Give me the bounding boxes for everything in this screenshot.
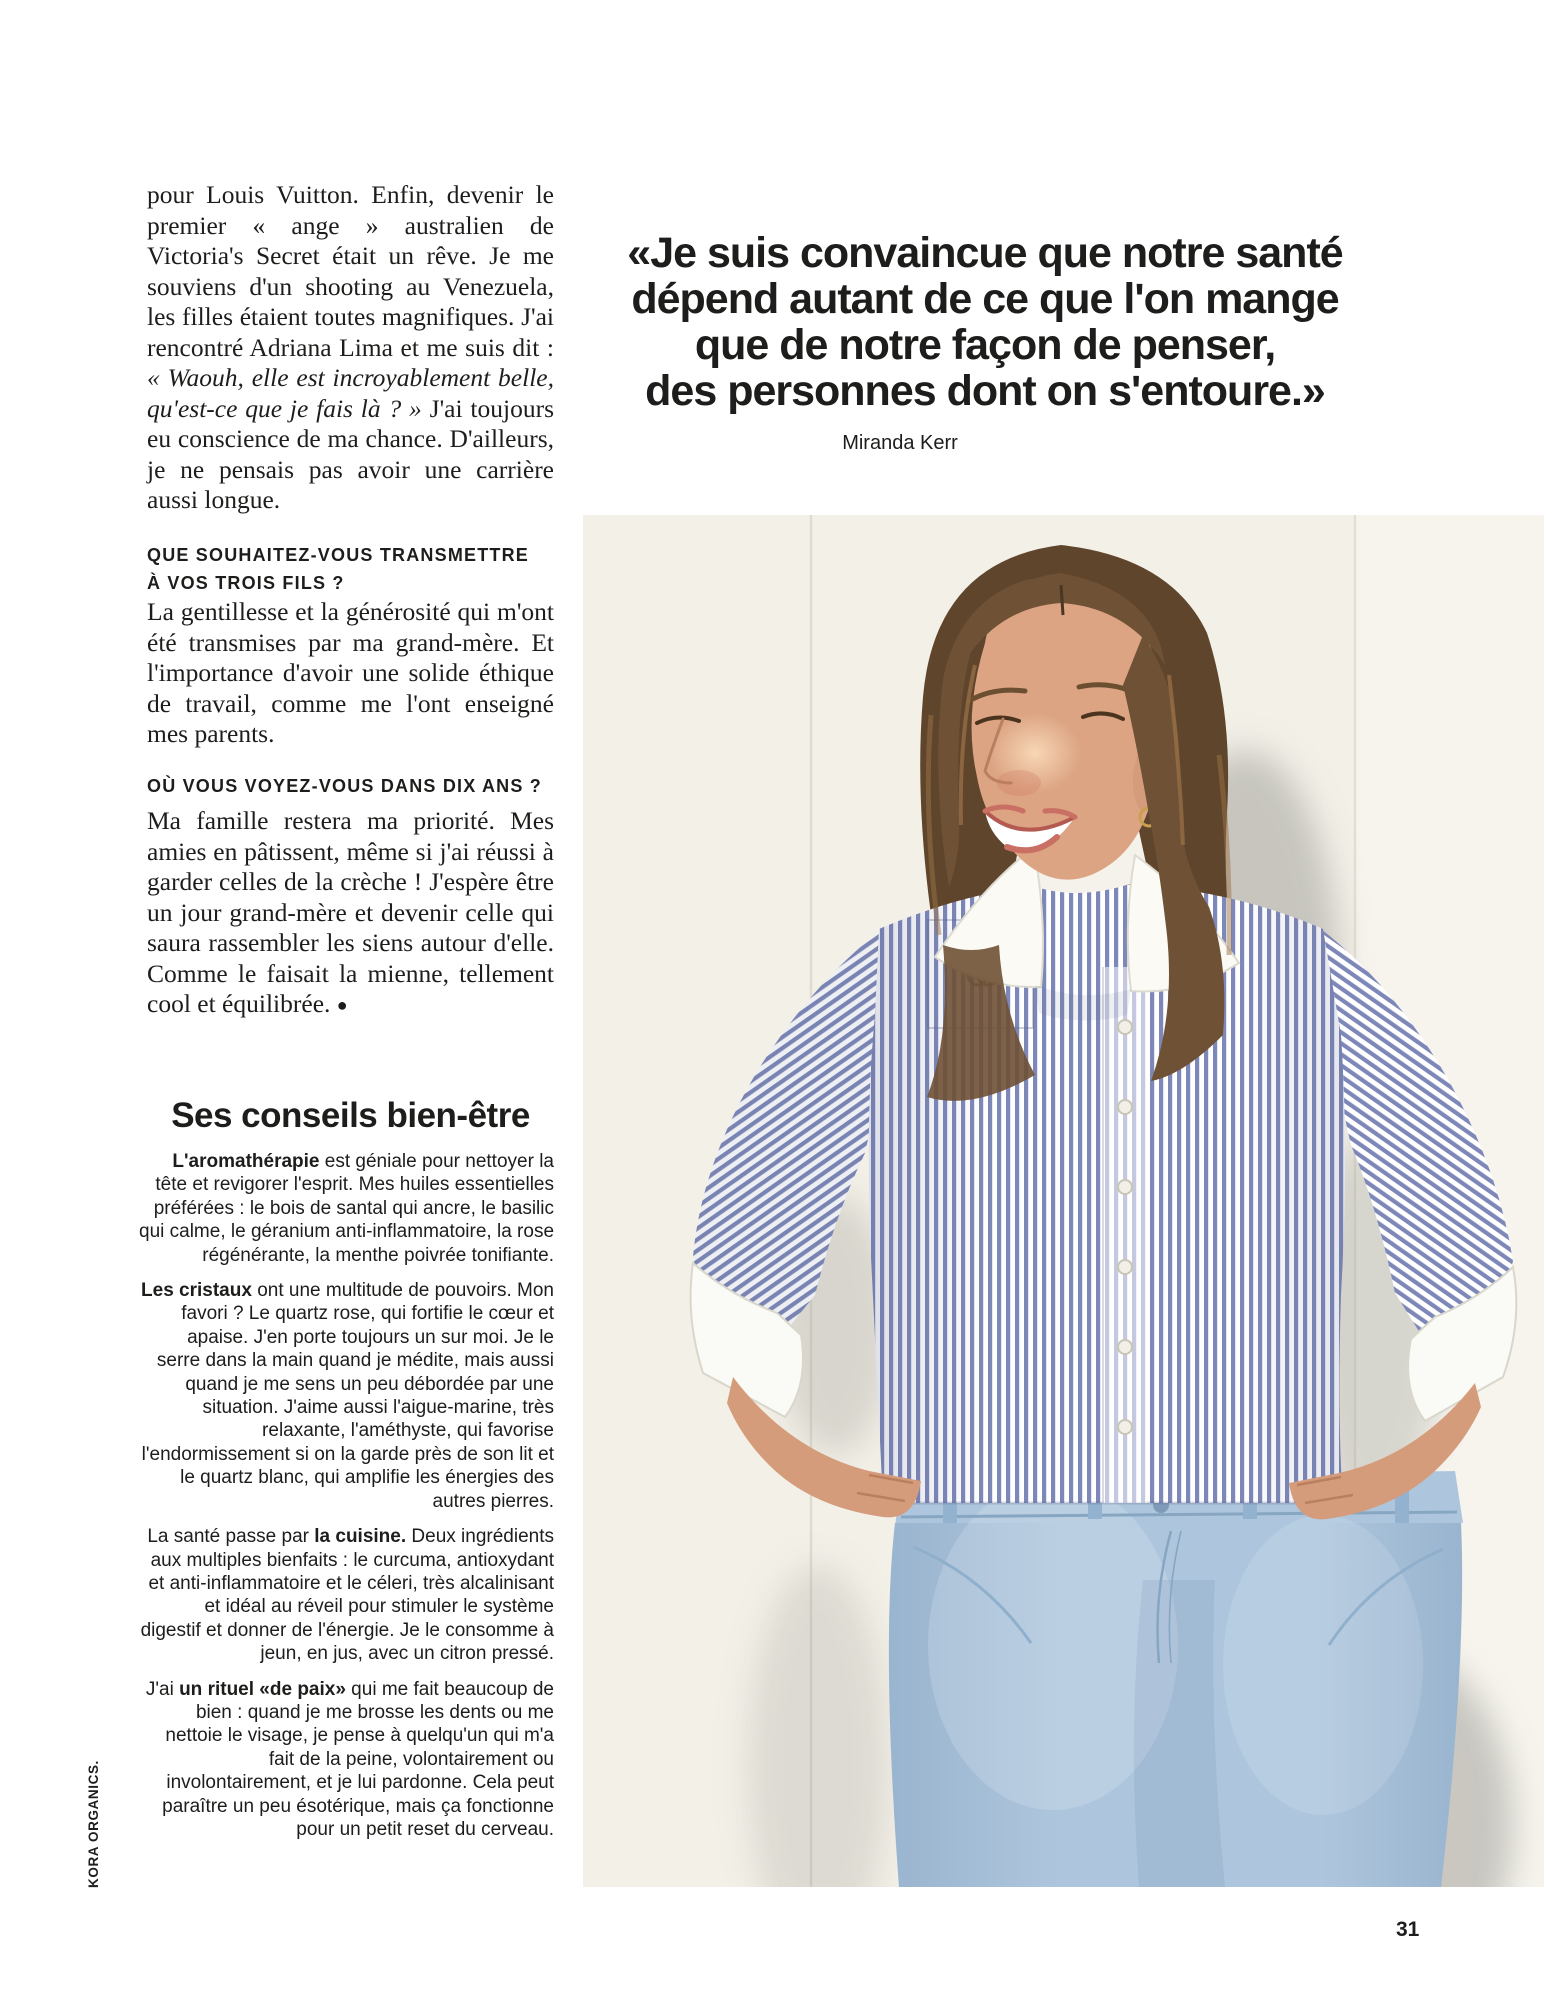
pull-quote-line: «Je suis convaincue que notre santé <box>627 229 1343 277</box>
intro-text: pour Louis Vuitton. Enfin, devenir le premier « ange » australien de Victoria's Secret était un rêve. Je me souviens d'un shooting au Venezuela, les filles étaient toutes magnifiques. J'ai rencontré Adriana Lima et me suis dit : <box>147 180 554 362</box>
intro-text-end: J'ai toujours eu conscience de ma chance. D'ailleurs, je ne pensais pas avoir une carrière aussi longue. <box>147 393 554 514</box>
question-line: OÙ VOUS VOYEZ-VOUS DANS DIX ANS ? <box>147 776 542 796</box>
tip-text: est géniale pour nettoyer la tête et revigorer l'esprit. Mes huiles essentielles préférées : le bois de santal qui ancre, le basilic qui calme, le géranium anti-inflammatoire, la rose régénérante, la menthe poivrée tonifiante. <box>139 1151 555 1266</box>
pull-quote-line: dépend autant de ce que l'on mange <box>631 275 1339 323</box>
tip-lead-bold: L'aromathérapie <box>172 1151 320 1172</box>
tip-lead-bold: un rituel «de paix» <box>179 1678 346 1700</box>
intro-italic-quote: « Waouh, elle est incroyablement belle, qu'est-ce que je fais là ? » <box>147 363 554 423</box>
wellness-section-heading: Ses conseils bien-être <box>171 1096 530 1135</box>
tip-lead-bold: la cuisine. <box>314 1526 407 1548</box>
question-header-dix-ans <box>147 772 554 800</box>
tip-cuisine <box>139 1525 554 1665</box>
question-line: QUE SOUHAITEZ-VOUS TRANSMETTRE <box>147 545 530 565</box>
question-header-transmettre <box>147 541 554 597</box>
wellness-tips <box>139 1150 554 1853</box>
pull-quote-line: que de notre façon de penser, <box>694 321 1276 369</box>
tip-text: ont une multitude de pouvoirs. Mon favori ? Le quartz rose, qui fortifie le cœur et apaise. J'en porte toujours un sur moi. Je le serre dans la main quand je médite, mais aussi quand je me sens un peu débordée par une situation. J'aime aussi l'aigue-marine, très relaxante, l'améthyste, qui favorise l'endormissement si on la garde près de son lit et le quartz blanc, qui amplifie les énergies des autres pierres. <box>141 1280 554 1512</box>
question-line: À VOS TROIS FILS ? <box>147 573 345 593</box>
answer-paragraph-dix-ans <box>147 806 554 1021</box>
end-bullet: ● <box>336 995 348 1015</box>
page-number: 31 <box>1396 1918 1420 1941</box>
tip-text: Deux ingrédients aux multiples bienfaits : le curcuma, antioxydant et anti-inflammatoire et le céleri, très alcalinisant et idéal au réveil pour stimuler le système digestif et donner de l'énergie. Je le consomme à jeun, en jus, avec un citron pressé. <box>140 1526 554 1665</box>
answer-text: Ma famille restera ma priorité. Mes amies en pâtissent, même si j'ai réussi à garder celles de la crèche ! J'espère être un jour grand-mère et devenir celle qui saura rassembler les siens autour d'elle. Comme le faisait la mienne, tellement cool et équilibrée. <box>147 806 554 1018</box>
jeans <box>889 1471 1463 1887</box>
pull-quote <box>555 230 1415 455</box>
tip-rituel-de-paix <box>139 1678 554 1842</box>
intro-paragraph <box>147 180 554 516</box>
photo-credit-vertical: KORA ORGANICS. <box>86 1760 101 1888</box>
miranda-kerr-photo <box>583 515 1544 1887</box>
tip-text: J'ai <box>145 1678 180 1700</box>
tip-lead-bold: Les cristaux <box>141 1280 252 1302</box>
tip-aromatherapie <box>139 1150 554 1267</box>
pull-quote-attribution: Miranda Kerr <box>842 432 958 454</box>
tip-cristaux <box>139 1279 554 1513</box>
pull-quote-line: des personnes dont on s'entoure.» <box>645 367 1325 415</box>
answer-paragraph-transmettre: La gentillesse et la générosité qui m'ont été transmises par ma grand-mère. Et l'importance d'avoir une solide éthique de travail, comme me l'ont enseigné mes parents. <box>147 597 554 748</box>
tip-text: La santé passe par <box>147 1526 315 1548</box>
tip-text: qui me fait beaucoup de bien : quand je me brosse les dents ou me nettoie le visage, je pense à quelqu'un qui m'a fait de la peine, volontairement ou involontairement, et je lui pardonne. Cela peut paraître un peu ésotérique, mais ça fonctionne pour un petit reset du cerveau. <box>162 1678 554 1840</box>
